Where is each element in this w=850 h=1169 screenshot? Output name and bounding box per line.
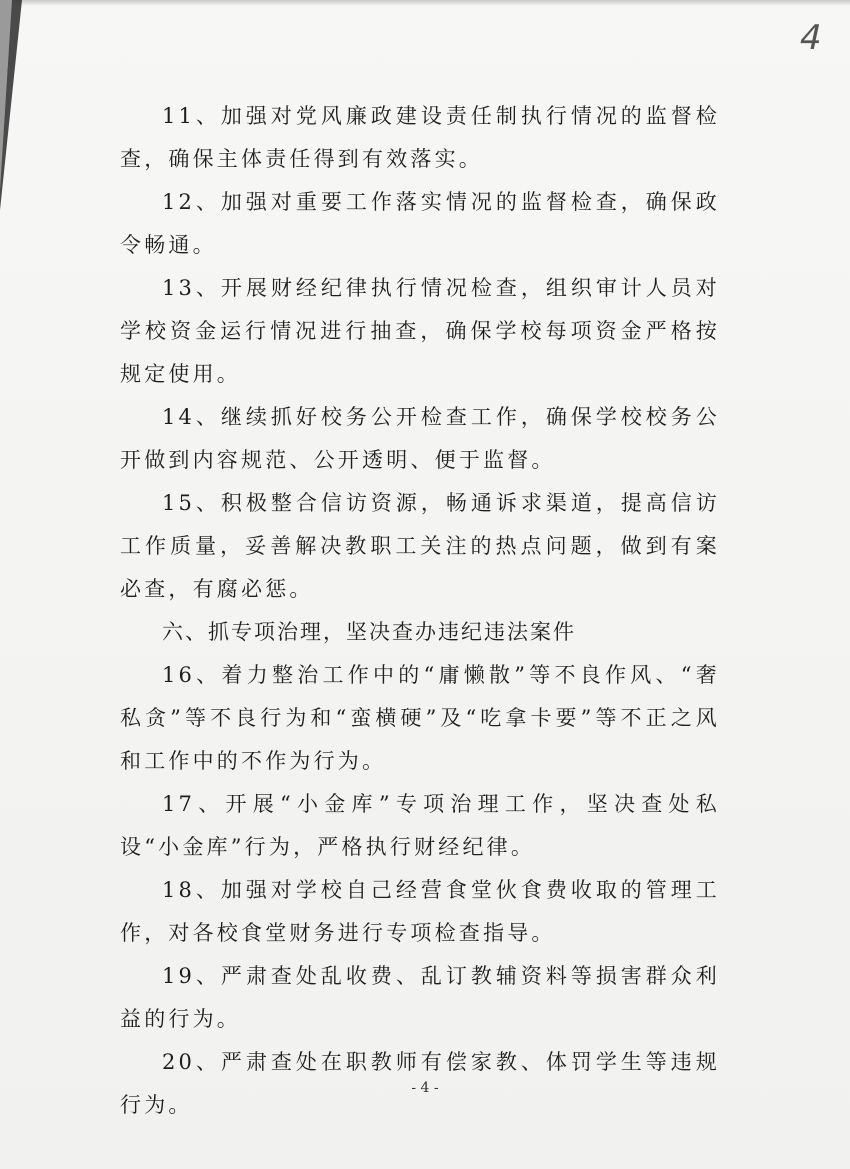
page-footer-number: - 4 - <box>411 1080 439 1096</box>
scan-shadow-light <box>0 0 12 190</box>
paragraph-12: 12、加强对重要工作落实情况的监督检查，确保政令畅通。 <box>120 190 720 257</box>
paragraph-15: 15、积极整合信访资源，畅通诉求渠道，提高信访工作质量，妥善解决教职工关注的热点问题，做到有案必查，有腐必惩。 <box>120 491 720 601</box>
document-body <box>120 95 720 1127</box>
handwritten-page-number: 4 <box>796 18 827 58</box>
paragraph-16: 16、着力整治工作中的“庸懒散”等不良作风、“奢私贪”等不良行为和“蛮横硬”及“吃拿卡要”等不正之风和工作中的不作为行为。 <box>120 663 720 773</box>
section-heading: 六、抓专项治理，坚决查办违纪违法案件 <box>162 620 576 644</box>
paragraph-20: 20、严肃查处在职教师有偿家教、体罚学生等违规行为。 <box>120 1050 720 1117</box>
paragraph-14: 14、继续抓好校务公开检查工作，确保学校校务公开做到内容规范、公开透明、便于监督。 <box>120 405 720 472</box>
paragraph-18: 18、加强对学校自己经营食堂伙食费收取的管理工作，对各校食堂财务进行专项检查指导。 <box>120 878 720 945</box>
paragraph-13: 13、开展财经纪律执行情况检查，组织审计人员对学校资金运行情况进行抽查，确保学校每项资金严格按规定使用。 <box>120 276 720 386</box>
paragraph-11: 11、加强对党风廉政建设责任制执行情况的监督检查，确保主体责任得到有效落实。 <box>120 104 720 171</box>
paragraph-19: 19、严肃查处乱收费、乱订教辅资料等损害群众利益的行为。 <box>120 964 720 1031</box>
paragraph-17: 17、开展“小金库”专项治理工作，坚决查处私设“小金库”行为，严格执行财经纪律。 <box>120 792 720 859</box>
scan-edge <box>0 0 850 6</box>
